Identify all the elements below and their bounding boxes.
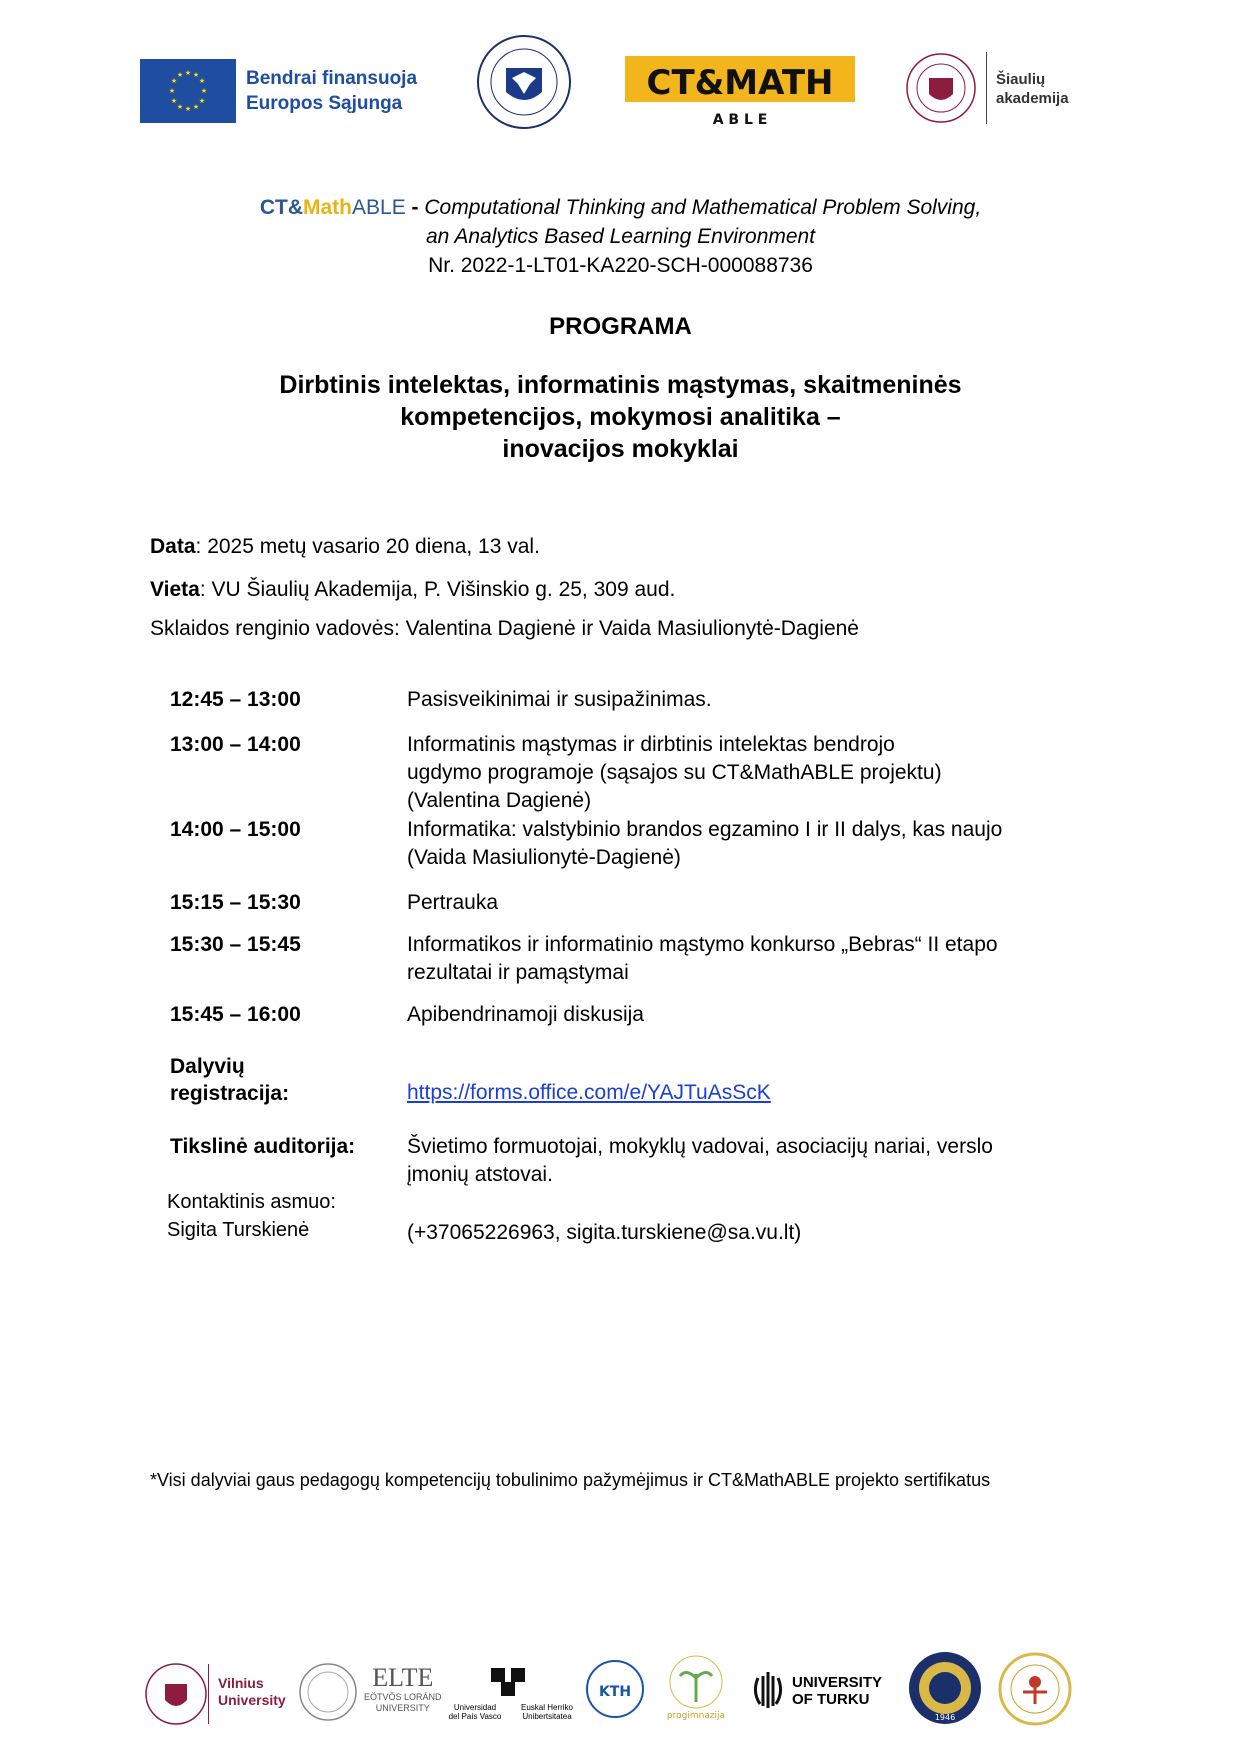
- schedule-time: 12:45 – 13:00: [170, 688, 301, 711]
- siauliai-academy-label: Šiaulių akademija: [996, 71, 1069, 107]
- svg-text:★: ★: [184, 105, 192, 113]
- vilnius-university-philosophy-seal-logo: [476, 34, 572, 130]
- siauliai-academy-seal-logo: [905, 50, 977, 126]
- svg-text:★: ★: [192, 71, 200, 79]
- svg-text:★: ★: [198, 97, 206, 105]
- program-title: PROGRAMA: [549, 313, 692, 340]
- schedule-item: Informatinis mąstymas ir dirbtinis intelektas bendrojo ugdymo programoje (sąsajos su CT&MathABLE projektu) (Valentina Dagienė): [407, 733, 942, 812]
- schedule-item: Informatika: valstybinio brandos egzamino I ir II dalys, kas naujo (Vaida Masiulionytė-Dagienė): [407, 818, 1003, 869]
- svg-text:★: ★: [198, 77, 206, 85]
- vilnius-university-seal-logo: [140, 1662, 212, 1726]
- project-header: [0, 193, 1241, 280]
- kth-logo: [585, 1656, 645, 1722]
- ctmath-logo-text: CT&MATH: [646, 63, 834, 103]
- footer-divider: [208, 1664, 209, 1724]
- ankara-year: 1946: [934, 1713, 956, 1722]
- ankara-university-seal-logo: [907, 1650, 983, 1726]
- schedule-item: Pasisveikinimai ir susipažinimas.: [407, 688, 712, 711]
- svg-text:★: ★: [176, 103, 184, 111]
- schedule-time: 14:00 – 15:00: [170, 818, 301, 841]
- kth-logo-text: KTH: [598, 1684, 632, 1700]
- schedule-item: Pertrauka: [407, 891, 499, 914]
- schedule-time: 15:15 – 15:30: [170, 891, 301, 914]
- schedule-time: 15:45 – 16:00: [170, 1003, 301, 1026]
- project-title-line2: an Analytics Based Learning Environment: [425, 225, 816, 248]
- contact-label: Kontaktinis asmuo: Sigita Turskienė: [167, 1191, 336, 1241]
- svg-text:★: ★: [168, 87, 176, 95]
- ehu-label-es: Universidad del País Vasco: [448, 1703, 502, 1721]
- schedule-item: Apibendrinamoji diskusija: [407, 1003, 644, 1026]
- ehu-emblem-logo: [487, 1662, 531, 1702]
- event-place: Vieta: VU Šiaulių Akademija, P. Višinskio g. 25, 309 aud.: [150, 578, 676, 601]
- progymnasium-label: progimnazija: [666, 1711, 726, 1721]
- registration-row: [407, 1079, 1127, 1107]
- schedule-time: 15:30 – 15:45: [170, 933, 301, 956]
- svg-text:★: ★: [170, 97, 178, 105]
- svg-text:★: ★: [200, 87, 208, 95]
- registration-link[interactable]: https://forms.office.com/e/YAJTuAsScK: [407, 1081, 771, 1104]
- university-of-turku-emblem: [748, 1668, 788, 1712]
- svg-text:★: ★: [176, 71, 184, 79]
- event-date: Data: 2025 metų vasario 20 diena, 13 val.: [150, 535, 540, 558]
- contact-value: (+37065226963, sigita.turskiene@sa.vu.lt): [407, 1221, 802, 1244]
- logo-divider: [986, 52, 987, 124]
- schedule-item: Informatikos ir informatinio mąstymo konkurso „Bebras“ II etapo rezultatai ir pamąstymai: [407, 933, 998, 984]
- project-number: Nr. 2022-1-LT01-KA220-SCH-000088736: [428, 254, 813, 277]
- audience-value: Švietimo formuotojai, mokyklų vadovai, asociacijų nariai, verslo įmonių atstovai.: [407, 1135, 993, 1186]
- svg-text:★: ★: [170, 77, 178, 85]
- footnote: *Visi dalyviai gaus pedagogų kompetencijų tobulinimo pažymėjimus ir CT&MathABLE projekto sertifikatus: [150, 1470, 991, 1490]
- ehu-label-eu: Euskal Herriko Unibertsitatea: [520, 1703, 573, 1721]
- svg-text:★: ★: [192, 103, 200, 111]
- eu-cofunded-label: Bendrai finansuoja Europos Sąjunga: [246, 68, 418, 114]
- progymnasium-logo: [660, 1652, 732, 1722]
- schedule-time: 13:00 – 14:00: [170, 733, 301, 756]
- event-subtitle: Dirbtinis intelektas, informatinis mąstymas, skaitmeninės kompetencijos, mokymosi analitika – inovacijos mokyklai: [279, 371, 962, 463]
- elte-seal-logo: [298, 1662, 358, 1722]
- able-logo-text: A B L E: [712, 112, 768, 128]
- eu-flag-logo: [140, 59, 236, 123]
- ctmathable-logo: [625, 54, 855, 130]
- registration-label: Dalyvių registracija:: [170, 1055, 290, 1105]
- project-title-line1: CT&MathABLE - Computational Thinking and Mathematical Problem Solving,: [259, 196, 982, 219]
- audience-label: Tikslinė auditorija:: [170, 1135, 356, 1158]
- vilnius-university-label: Vilnius University: [218, 1675, 286, 1708]
- svg-text:★: ★: [184, 69, 192, 77]
- event-leaders: Sklaidos renginio vadovės: Valentina Dagienė ir Vaida Masiulionytė-Dagienė: [150, 617, 859, 640]
- elte-label: ELTE EÖTVÖS LORÁND UNIVERSITY: [364, 1663, 442, 1713]
- partner-school-seal-logo: [998, 1652, 1072, 1726]
- university-of-turku-label: UNIVERSITY OF TURKU: [792, 1674, 883, 1708]
